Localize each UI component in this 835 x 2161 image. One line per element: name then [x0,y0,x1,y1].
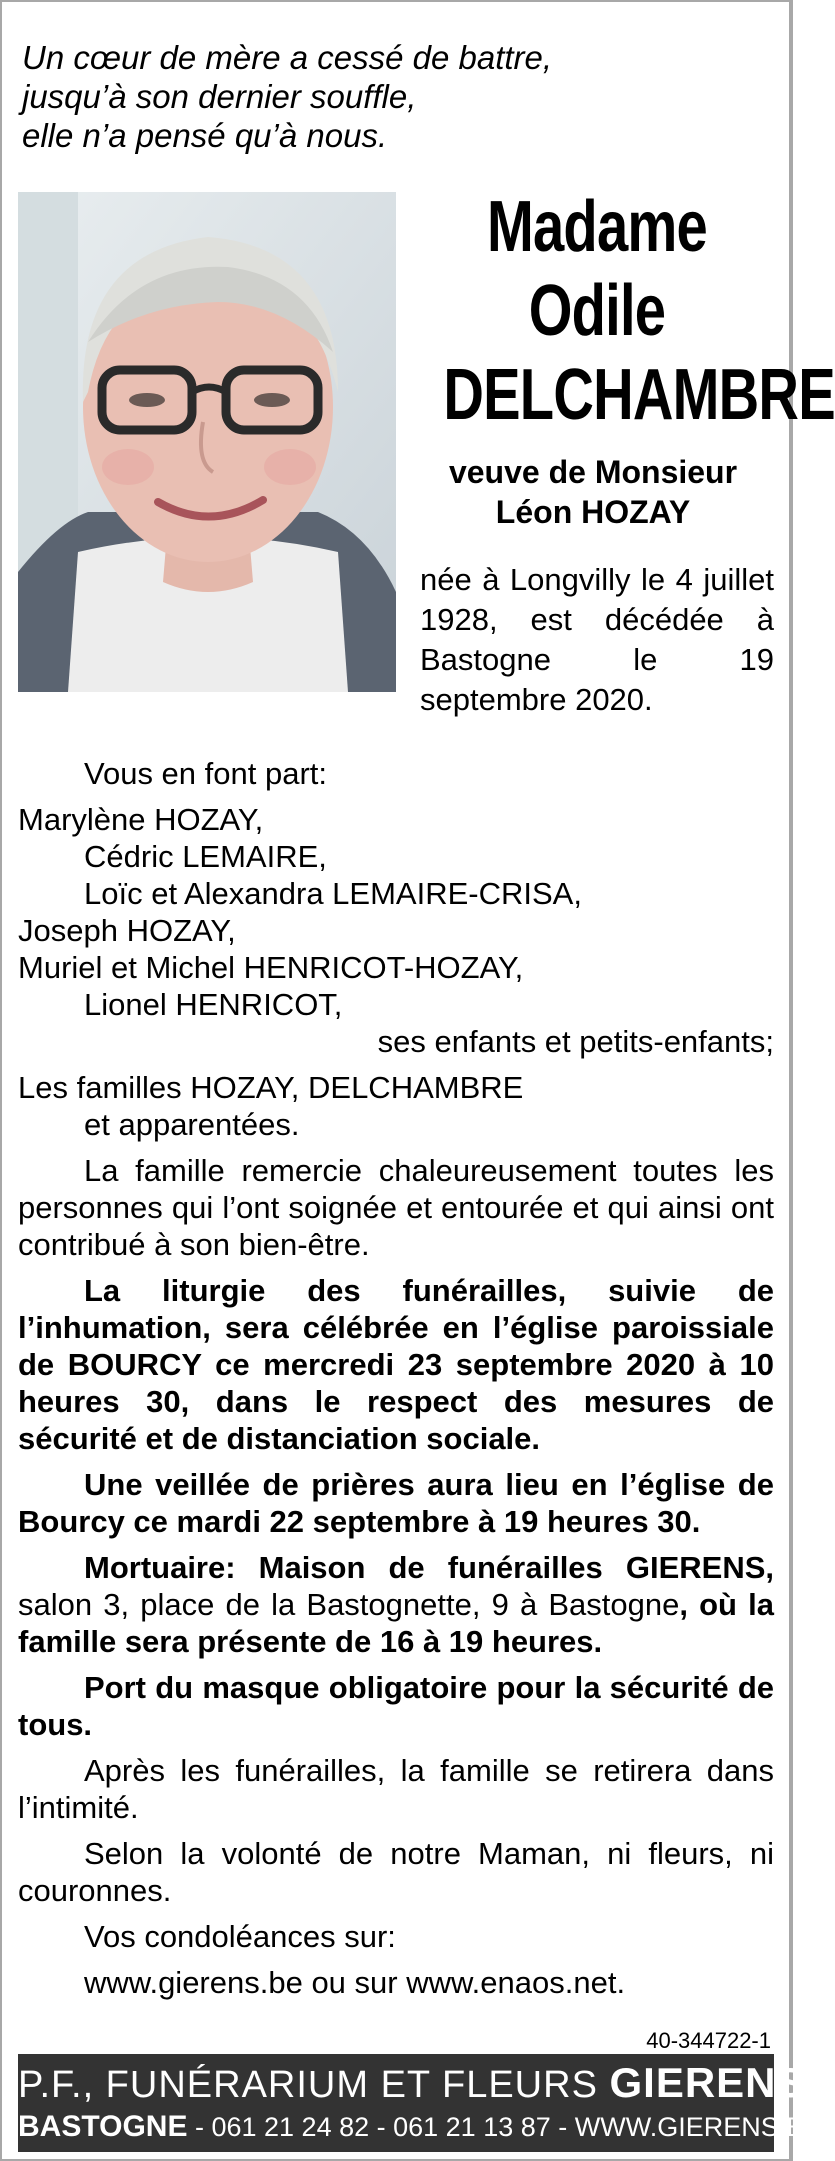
banner-contacts[interactable]: - 061 21 24 82 - 061 21 13 87 - WWW.GIERENS.BE [187,2112,823,2142]
banner-city: BASTOGNE [18,2110,188,2143]
reference-number: 40-344722-1 [646,2028,771,2053]
banner-line-2 [18,2110,823,2144]
intro-text: Vous en font part: [84,756,328,791]
widow-line-2: Léon HOZAY [495,494,691,530]
widow-line-1: veuve de Monsieur [448,454,738,490]
mask-paragraph: Port du masque obligatoire pour la sécurité de tous. [18,1670,774,1742]
family-member: Joseph HOZAY, [18,913,236,948]
family-member: Marylène HOZAY, [18,802,264,837]
poem [22,38,552,155]
condolences-links[interactable]: www.gierens.be ou sur www.enaos.net. [84,1965,626,2000]
relation-text: ses enfants et petits-enfants; [377,1024,774,1059]
announcement-body [18,755,774,2001]
portrait-illustration [18,192,396,692]
family-member: Cédric LEMAIRE, [84,839,327,874]
deceased-name [443,185,835,437]
flowers-paragraph: Selon la volonté de notre Maman, ni fleurs, ni couronnes. [18,1836,774,1908]
families-line-2: et apparentées. [84,1107,300,1142]
vigil-paragraph: Une veillée de prières aura lieu en l’église de Bourcy ce mardi 22 septembre à 19 heures 30. [18,1467,774,1539]
after-paragraph: Après les funérailles, la famille se retirera dans l’intimité. [18,1753,774,1825]
poem-line-1: Un cœur de mère a cessé de battre, [22,39,553,76]
deceased-last-name: DELCHAMBRE [443,355,835,435]
thanks-paragraph: La famille remercie chaleureusement toutes les personnes qui l’ont soignée et entourée et qui ainsi ont contribué à son bien-être. [18,1153,774,1262]
birth-death-text: née à Longvilly le 4 juillet 1928, est décédée à Bastogne le 19 septembre 2020. [420,562,774,717]
portrait-photo [18,192,396,692]
banner-services: P.F., FUNÉRARIUM ET FLEURS [18,2064,610,2106]
liturgy-paragraph: La liturgie des funérailles, suivie de l’inhumation, sera célébrée en l’église paroissiale de BOURCY ce mercredi 23 septembre 2020 à 10 heures 30, dans le respect des mesures de sécurité et de distanciation sociale. [18,1273,774,1456]
banner-line-1 [18,2054,806,2110]
mortuary-address: salon 3, place de la Bastognette, 9 à Bastogne [18,1587,680,1622]
deceased-first-name: Odile [528,271,666,351]
family-member: Muriel et Michel HENRICOT-HOZAY, [18,950,524,985]
mortuary-paragraph [18,1549,774,1660]
mortuary-bold: Mortuaire: Maison de funérailles GIERENS, [84,1550,774,1585]
family-member: Loïc et Alexandra LEMAIRE-CRISA, [84,876,582,911]
mortuary-hours: , où la famille sera présente de 16 à 19 heures. [18,1587,774,1659]
funeral-home-banner [18,2054,823,2152]
widow-of [408,452,778,532]
family-member: Lionel HENRICOT, [84,987,343,1022]
families-line-1: Les familles HOZAY, DELCHAMBRE [18,1070,524,1105]
banner-brand: GIERENS [609,2059,806,2106]
condolences-intro: Vos condoléances sur: [84,1919,396,1954]
deceased-title: Madame [486,187,708,267]
poem-line-3: elle n’a pensé qu’à nous. [22,117,388,154]
poem-line-2: jusqu’à son dernier souffle, [22,78,417,115]
